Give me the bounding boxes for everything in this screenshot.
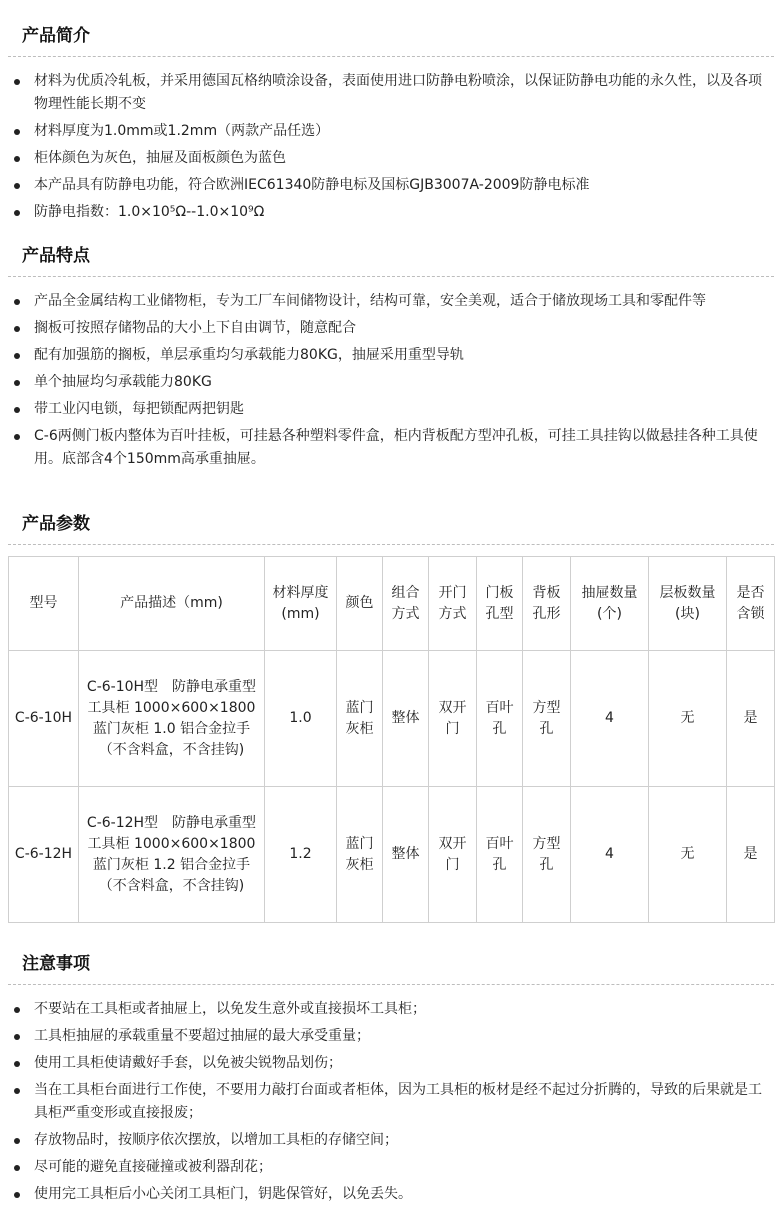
cell-description: C-6-12H型 防静电承重型工具柜 1000×600×1800 蓝门灰柜 1.2 铝合金拉手（不含料盒，不含挂钩) (79, 787, 265, 923)
list-item: 带工业闪电锁，每把锁配两把钥匙 (0, 398, 776, 421)
cell-model: C-6-12H (9, 787, 79, 923)
list-item: 当在工具柜台面进行工作使，不要用力敲打台面或者柜体，因为工具柜的板材是经不起过分折腾的，导致的后果就是工具柜严重变形或直接报废； (0, 1079, 776, 1125)
intro-title: 产品简介 (22, 26, 90, 46)
table-row (9, 651, 775, 787)
header-color: 颜色 (337, 557, 383, 651)
header-back-hole: 背板孔形 (523, 557, 571, 651)
cell-model: C-6-10H (9, 651, 79, 787)
cell-thickness: 1.2 (265, 787, 337, 923)
notes-list (0, 998, 776, 1210)
cell-assembly: 整体 (383, 787, 429, 923)
table-row (9, 787, 775, 923)
header-door-type: 开门方式 (429, 557, 477, 651)
table-header-row (9, 557, 775, 651)
header-description: 产品描述（mm) (79, 557, 265, 651)
features-divider (8, 276, 774, 277)
intro-divider (8, 56, 774, 57)
list-item: 配有加强筋的搁板，单层承重均匀承载能力80KG，抽屉采用重型导轨 (0, 344, 776, 367)
list-item: C-6两侧门板内整体为百叶挂板，可挂悬各种塑料零件盒，柜内背板配方型冲孔板，可挂工具挂钩以做悬挂各种工具使用。底部含4个150mm高承重抽屉。 (0, 425, 776, 471)
notes-title: 注意事项 (22, 954, 90, 974)
cell-door-type: 双开门 (429, 651, 477, 787)
header-model: 型号 (9, 557, 79, 651)
features-title: 产品特点 (22, 246, 90, 266)
list-item: 单个抽屉均匀承载能力80KG (0, 371, 776, 394)
list-item: 搁板可按照存储物品的大小上下自由调节，随意配合 (0, 317, 776, 340)
cell-color: 蓝门灰柜 (337, 651, 383, 787)
cell-door-type: 双开门 (429, 787, 477, 923)
cell-door-hole: 百叶孔 (477, 651, 523, 787)
cell-drawer-count: 4 (571, 787, 649, 923)
list-item: 尽可能的避免直接碰撞或被利器刮花； (0, 1156, 776, 1179)
cell-color: 蓝门灰柜 (337, 787, 383, 923)
notes-divider (8, 984, 774, 985)
cell-back-hole: 方型孔 (523, 787, 571, 923)
header-lock: 是否含锁 (727, 557, 775, 651)
cell-shelf-count: 无 (649, 787, 727, 923)
list-item: 存放物品时，按顺序依次摆放，以增加工具柜的存储空间； (0, 1129, 776, 1152)
params-title: 产品参数 (22, 514, 90, 534)
list-item: 工具柜抽屉的承载重量不要超过抽屉的最大承受重量； (0, 1025, 776, 1048)
cell-door-hole: 百叶孔 (477, 787, 523, 923)
header-door-hole: 门板孔型 (477, 557, 523, 651)
intro-list (0, 70, 776, 228)
cell-assembly: 整体 (383, 651, 429, 787)
cell-description: C-6-10H型 防静电承重型工具柜 1000×600×1800 蓝门灰柜 1.0 铝合金拉手（不含料盒，不含挂钩) (79, 651, 265, 787)
list-item: 使用工具柜使请戴好手套，以免被尖锐物品划伤； (0, 1052, 776, 1075)
cell-lock: 是 (727, 787, 775, 923)
list-item: 防静电指数：1.0×10⁵Ω--1.0×10⁹Ω (0, 201, 776, 224)
cell-thickness: 1.0 (265, 651, 337, 787)
params-divider (8, 544, 774, 545)
header-assembly: 组合方式 (383, 557, 429, 651)
list-item: 柜体颜色为灰色，抽屉及面板颜色为蓝色 (0, 147, 776, 170)
cell-lock: 是 (727, 651, 775, 787)
cell-back-hole: 方型孔 (523, 651, 571, 787)
features-list (0, 290, 776, 475)
header-thickness: 材料厚度(mm) (265, 557, 337, 651)
list-item: 产品全金属结构工业储物柜，专为工厂车间储物设计，结构可靠，安全美观，适合于储放现场工具和零配件等 (0, 290, 776, 313)
params-table (8, 556, 775, 923)
header-drawer-count: 抽屉数量(个) (571, 557, 649, 651)
list-item: 材料厚度为1.0mm或1.2mm（两款产品任选） (0, 120, 776, 143)
cell-shelf-count: 无 (649, 651, 727, 787)
list-item: 不要站在工具柜或者抽屉上，以免发生意外或直接损坏工具柜； (0, 998, 776, 1021)
list-item: 材料为优质冷轧板，并采用德国瓦格纳喷涂设备，表面使用进口防静电粉喷涂，以保证防静电功能的永久性，以及各项物理性能长期不变 (0, 70, 776, 116)
list-item: 本产品具有防静电功能，符合欧洲IEC61340防静电标及国标GJB3007A-2009防静电标准 (0, 174, 776, 197)
list-item: 使用完工具柜后小心关闭工具柜门，钥匙保管好，以免丢失。 (0, 1183, 776, 1206)
cell-drawer-count: 4 (571, 651, 649, 787)
header-shelf-count: 层板数量(块) (649, 557, 727, 651)
